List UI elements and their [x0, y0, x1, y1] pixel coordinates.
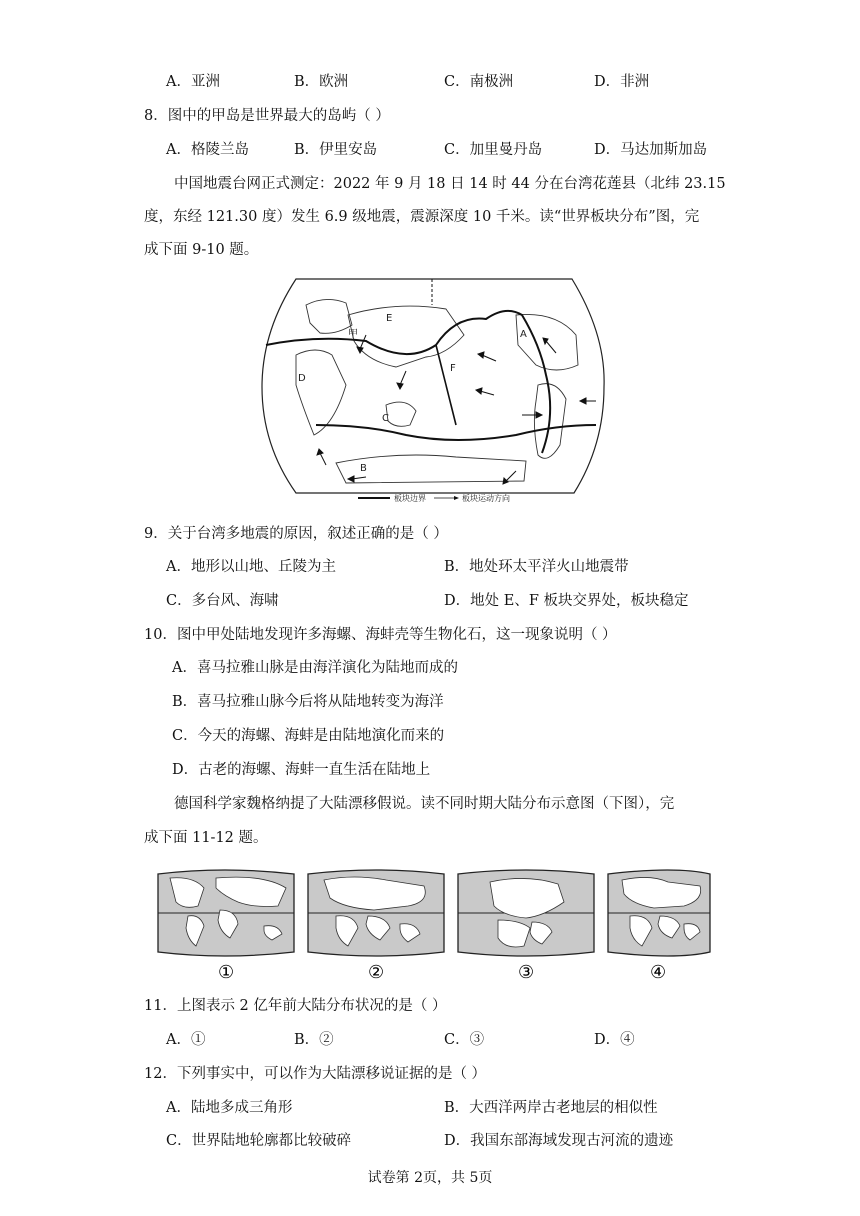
plate-label-b: B	[360, 463, 367, 474]
q9-stem: 9．关于台湾多地震的原因，叙述正确的是（ ）	[144, 526, 448, 542]
drift-map-1	[158, 870, 294, 956]
q9-option-a: A．地形以山地、丘陵为主	[166, 559, 336, 575]
page-footer: 试卷第 2页，共 5页	[367, 1170, 493, 1186]
intro1-line1: 中国地震台网正式测定：2022 年 9 月 18 日 14 时 44 分在台湾花莲县（北纬 23.15	[174, 176, 726, 192]
plate-label-a: A	[520, 329, 527, 340]
intro2-line1: 德国科学家魏格纳提了大陆漂移假说。读不同时期大陆分布示意图（下图），完	[174, 796, 675, 812]
q9-option-c: C．多台风、海啸	[166, 593, 279, 609]
q10-stem: 10．图中甲处陆地发现许多海螺、海蚌壳等生物化石，这一现象说明（ ）	[144, 627, 617, 643]
plate-label-e: E	[386, 313, 393, 324]
drift-map-3	[458, 870, 594, 956]
q12-option-b: B．大西洋两岸古老地层的相似性	[444, 1100, 658, 1116]
q12-option-a: A．陆地多成三角形	[166, 1100, 293, 1116]
q11-stem: 11．上图表示 2 亿年前大陆分布状况的是（ ）	[144, 998, 447, 1014]
continental-drift-maps	[154, 866, 714, 984]
drift-map-4	[608, 870, 710, 956]
legend-boundary-label: 板块边界	[394, 494, 426, 503]
jia-label: 甲	[348, 329, 358, 340]
q7-option-c: C．南极洲	[444, 74, 514, 90]
q12-stem: 12．下列事实中，可以作为大陆漂移说证据的是（ ）	[144, 1066, 487, 1082]
q8-option-a: A．格陵兰岛	[166, 142, 249, 158]
drift-map-label-4: ④	[650, 962, 667, 983]
q11-option-a: A．①	[166, 1032, 206, 1048]
q7-option-d: D．非洲	[594, 74, 650, 90]
q12-option-c: C．世界陆地轮廓都比较破碎	[166, 1133, 352, 1149]
q9-option-b: B．地处环太平洋火山地震带	[444, 559, 629, 575]
plate-label-c: C	[382, 413, 389, 424]
q10-option-c: C．今天的海螺、海蚌是由陆地演化而来的	[172, 728, 445, 744]
world-plate-map	[256, 275, 612, 505]
q10-option-a: A．喜马拉雅山脉是由海洋演化为陆地而成的	[172, 660, 458, 676]
q8-option-b: B．伊里安岛	[294, 142, 378, 158]
drift-map-label-2: ②	[368, 962, 385, 983]
q11-option-d: D．④	[594, 1032, 635, 1048]
q8-option-c: C．加里曼丹岛	[444, 142, 543, 158]
q7-option-b: B．欧洲	[294, 74, 349, 90]
plate-label-f: F	[450, 363, 456, 374]
drift-map-2	[308, 870, 444, 956]
legend-motion-label: 板块运动方向	[462, 494, 510, 503]
q10-option-b: B．喜马拉雅山脉今后将从陆地转变为海洋	[172, 694, 444, 710]
q8-option-d: D．马达加斯加岛	[594, 142, 708, 158]
q9-option-d: D．地处 E、F 板块交界处，板块稳定	[444, 593, 689, 609]
q8-stem: 8．图中的甲岛是世界最大的岛屿（ ）	[144, 108, 390, 124]
q10-option-d: D．古老的海螺、海蚌一直生活在陆地上	[172, 762, 431, 778]
q11-option-c: C．③	[444, 1032, 485, 1048]
q7-option-a: A．亚洲	[166, 74, 220, 90]
q12-option-d: D．我国东部海域发现古河流的遗迹	[444, 1133, 674, 1149]
q11-option-b: B．②	[294, 1032, 334, 1048]
drift-map-label-1: ①	[218, 962, 235, 983]
intro2-line2: 成下面 11-12 题。	[144, 830, 268, 846]
intro1-line3: 成下面 9-10 题。	[144, 242, 259, 258]
intro1-line2: 度，东经 121.30 度）发生 6.9 级地震，震源深度 10 千米。读“世界板块分布”图，完	[144, 209, 700, 225]
plate-label-d: D	[298, 373, 306, 384]
drift-map-label-3: ③	[518, 962, 535, 983]
